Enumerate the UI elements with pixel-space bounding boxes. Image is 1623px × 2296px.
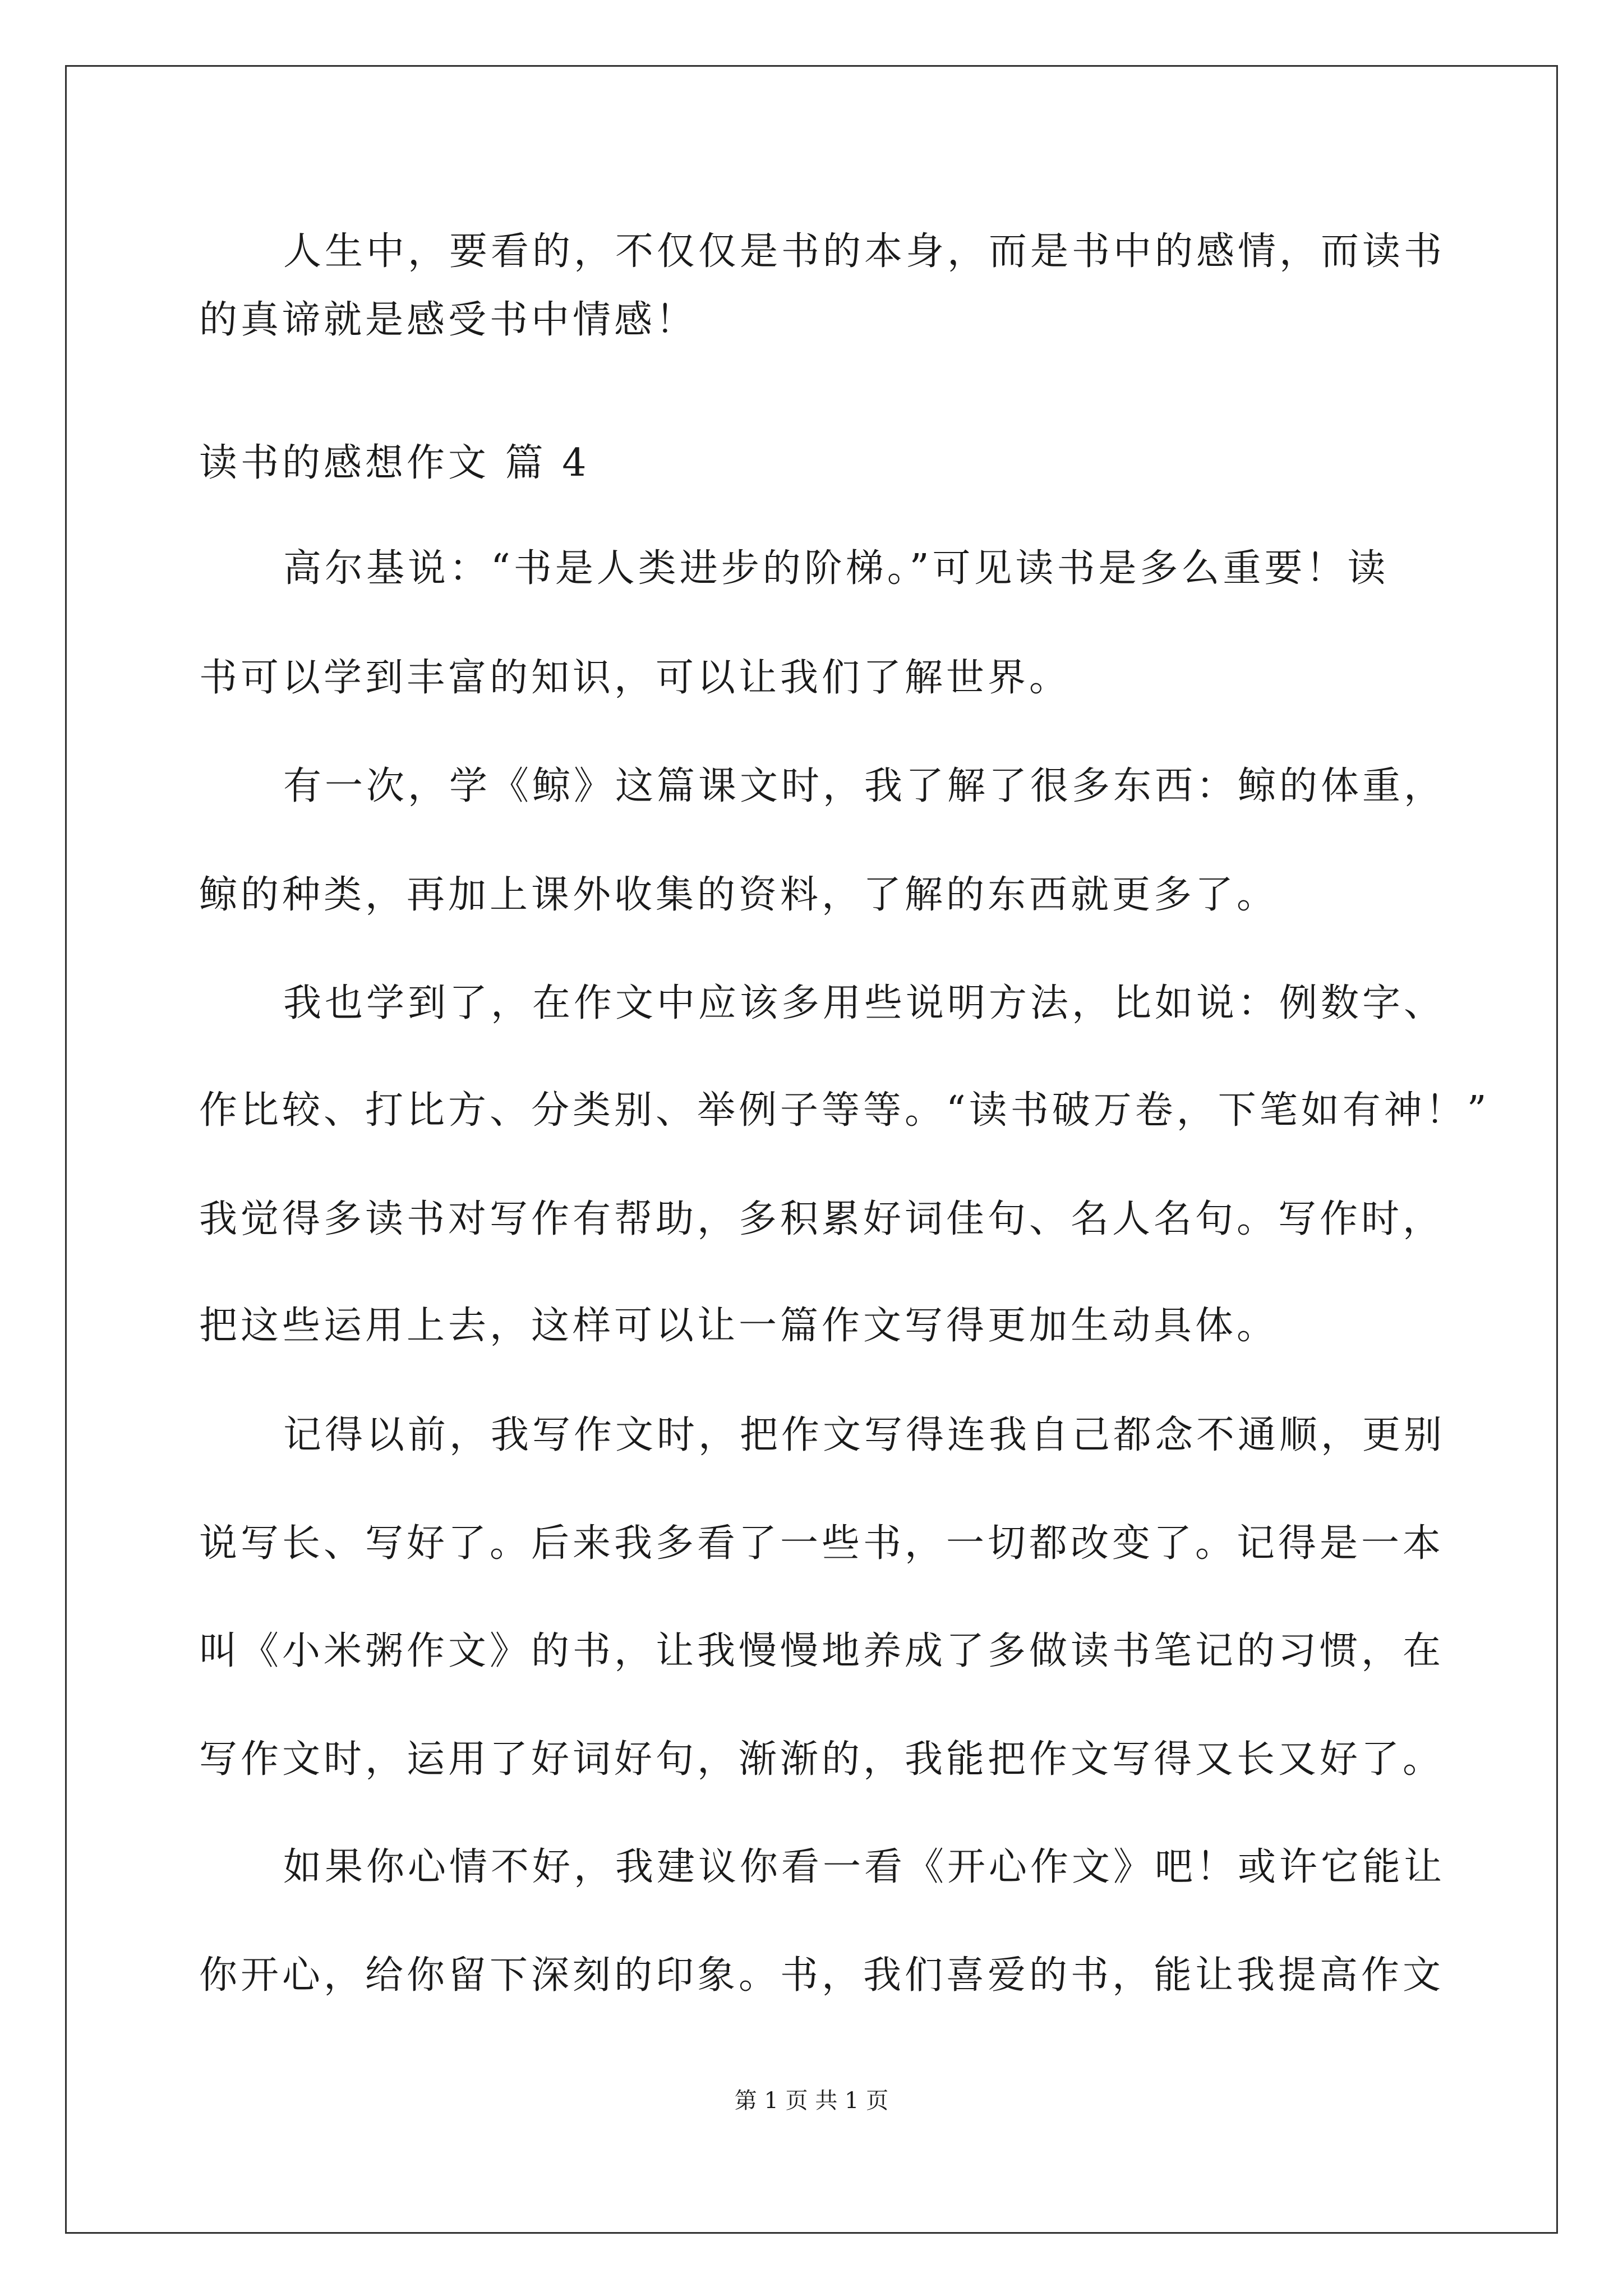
paragraph-line: 说写长、写好了。后来我多看了一些书，一切都改变了。记得是一本 (199, 1521, 1445, 1566)
paragraph-line: 鲸的种类，再加上课外收集的资料，了解的东西就更多了。 (199, 873, 1279, 917)
paragraph-line: 把这些运用上去，这样可以让一篇作文写得更加生动具体。 (199, 1304, 1279, 1348)
paragraph-line: 记得以前，我写作文时，把作文写得连我自己都念不通顺，更别 (283, 1413, 1446, 1457)
paragraph-line: 写作文时，运用了好词好句，渐渐的，我能把作文写得又长又好了。 (199, 1737, 1445, 1782)
section-heading: 读书的感想作文 篇 4 (199, 441, 590, 485)
paragraph-line: 我觉得多读书对写作有帮助，多积累好词佳句、名人名句。写作时， (199, 1197, 1445, 1241)
page-footer: 第 1 页 共 1 页 (734, 2088, 889, 2114)
paragraph-line: 我也学到了，在作文中应该多用些说明方法，比如说：例数字、 (283, 981, 1446, 1025)
paragraph-line: 如果你心情不好，我建议你看一看《开心作文》吧！或许它能让 (283, 1845, 1446, 1889)
paragraph-line: 人生中，要看的，不仅仅是书的本身，而是书中的感情，而读书 (283, 229, 1446, 274)
paragraph-line: 你开心，给你留下深刻的印象。书，我们喜爱的书，能让我提高作文 (199, 1953, 1445, 1998)
paragraph-line: 作比较、打比方、分类别、举例子等等。“读书破万卷，下笔如有神！” (199, 1088, 1490, 1133)
paragraph-line: 书可以学到丰富的知识，可以让我们了解世界。 (199, 656, 1071, 700)
paragraph-line: 叫《小米粥作文》的书，让我慢慢地养成了多做读书笔记的习惯，在 (199, 1629, 1445, 1673)
paragraph-line: 的真谛就是感受书中情感！ (199, 298, 698, 342)
paragraph-line: 有一次，学《鲸》这篇课文时，我了解了很多东西：鲸的体重， (283, 764, 1446, 808)
paragraph-line: 高尔基说：“书是人类进步的阶梯。”可见读书是多么重要！读 (283, 546, 1389, 591)
page-border (65, 65, 1558, 2234)
